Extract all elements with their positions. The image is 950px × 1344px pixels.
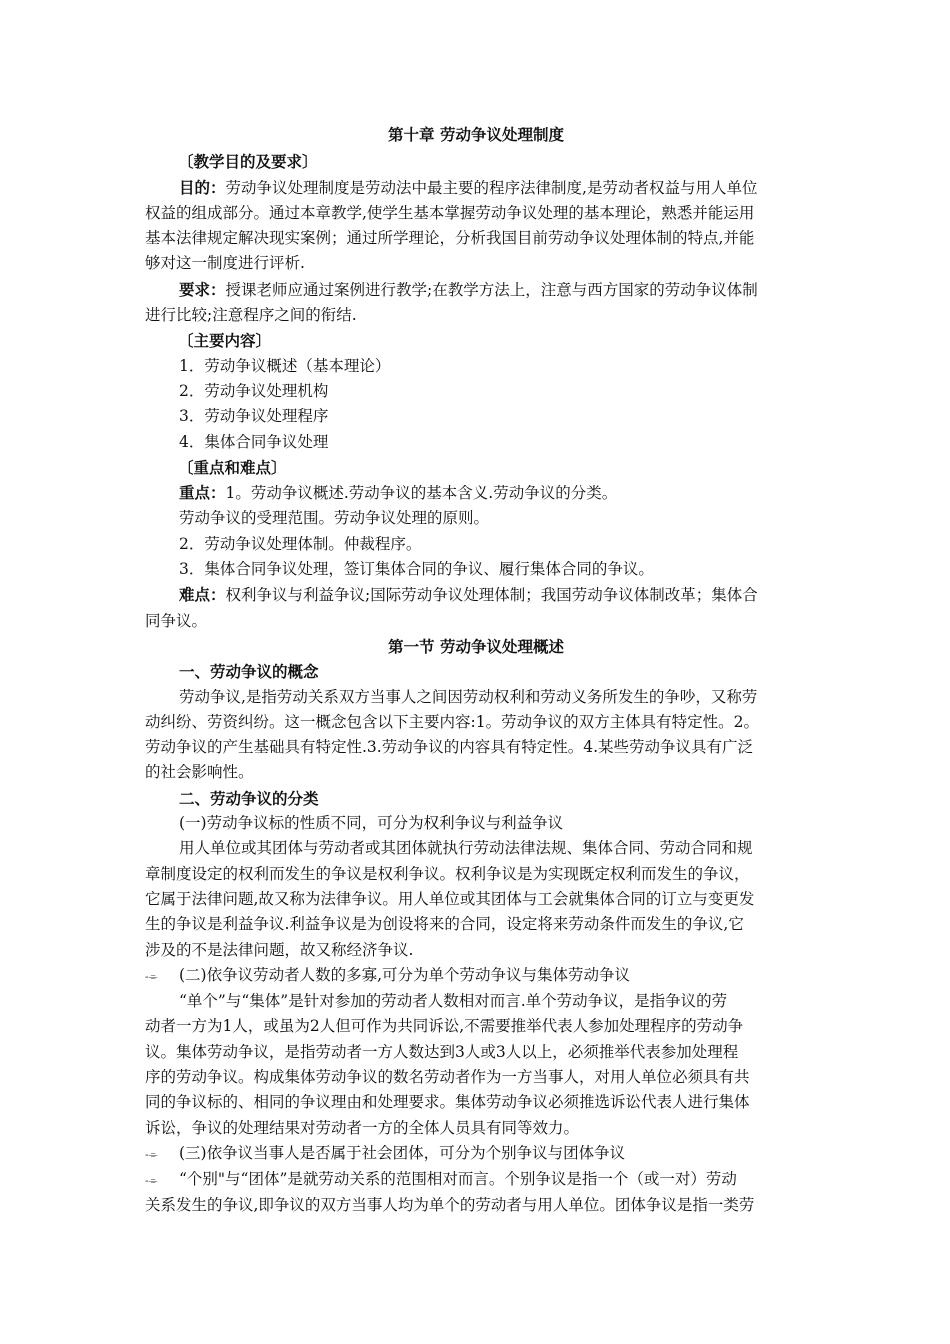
section-heading-key-points: 〔重点和难点〕 [178,457,287,477]
concept-paragraph-line: 劳动争议,是指劳动关系双方当事人之间因劳动权利和劳动义务所发生的争吵，又称劳 [179,687,758,706]
requirement-label: 要求： [179,279,226,299]
section-title: 第一节 劳动争议处理概述 [388,636,564,656]
key-point-line: 3．集体合同争议处理，签订集体合同的争议、履行集体合同的争议。 [179,560,654,579]
classification-paragraph-line: 动者一方为1人，或虽为2人但可作为共同诉讼,不需要推举代表人参加处理程序的劳动争 [145,1017,744,1036]
margin-mark: -⌯ [145,1147,158,1161]
subheading-text: (二)依争议劳动者人数的多寡,可分为单个劳动争议与集体劳动争议 [179,965,631,984]
difficulty-line [145,582,807,608]
goal-paragraph-line: 基本法律规定解决现实案例；通过所学理论，分析我国目前劳动争议处理体制的特点,并能 [145,229,755,248]
heading-concept: 一、劳动争议的概念 [179,662,319,682]
margin-mark: -⌯ [145,969,158,983]
key-point-line [145,480,807,506]
classification-paragraph-line: 它属于法律问题,故又称为法律争议。用人单位或其团体与工会就集体合同的订立与变更发 [145,889,755,908]
section-heading-content: 〔主要内容〕 [178,331,272,351]
concept-paragraph-line: 的社会影响性。 [145,763,254,782]
classification-paragraph-line: 用人单位或其团体与劳动者或其团体就执行劳动法律法规、集体合同、劳动合同和规 [179,839,753,858]
goal-paragraph-line [145,175,807,201]
content-list-item: 2．劳动争议处理机构 [179,381,329,400]
subheading-individual-collective [145,963,807,989]
content-list-item: 4．集体合同争议处理 [179,432,329,451]
content-list-item: 3．劳动争议处理程序 [179,407,329,426]
classification-paragraph-line: 序的劳动争议。构成集体劳动争议的数名劳动者作为一方当事人，对用人单位必须具有共 [145,1067,750,1086]
requirement-text: 授课老师应通过案例进行教学;在教学方法上，注意与西方国家的劳动争议体制 [225,280,758,299]
document-page [145,118,807,1219]
difficulty-label: 难点： [179,585,226,605]
chapter-title: 第十章 劳动争议处理制度 [388,125,564,144]
section-heading-goals: 〔教学目的及要求〕 [178,152,318,172]
content-list-item: 1．劳动争议概述（基本理论） [179,356,391,375]
subheading-rights-interest: (一)劳动争议标的性质不同，可分为权利争议与利益争议 [179,814,564,833]
key-text: 1。劳动争议概述.劳动争议的基本含义.劳动争议的分类。 [225,484,618,503]
requirement-paragraph-line: 进行比较;注意程序之间的衔结. [145,306,357,325]
goal-paragraph-line: 权益的组成部分。通过本章教学,使学生基本掌握劳动争议处理的基本理论，熟悉并能运用 [145,203,755,222]
goal-paragraph-line: 够对这一制度进行评析. [145,254,305,273]
concept-paragraph-line: 劳动争议的产生基础具有特定性.3.劳动争议的内容具有特定性。4.某些劳动争议具有广泛 [145,738,754,757]
classification-paragraph-line: 章制度设定的权利而发生的争议是权利争议。权利争议是为实现既定权利而发生的争议， [145,864,750,883]
classification-paragraph-line: 同的争议标的、相同的争议理由和处理要求。集体劳动争议必须推选诉讼代表人进行集体 [145,1093,750,1112]
margin-mark: -⌯ [145,1174,158,1188]
difficulty-text: 权利争议与利益争议;国际劳动争议处理体制；我国劳动争议体制改革；集体合 [225,586,758,605]
classification-paragraph-line [145,1167,807,1193]
key-point-line: 劳动争议的受理范围。劳动争议处理的原则。 [179,509,490,528]
heading-classification: 二、劳动争议的分类 [179,788,319,808]
subheading-individual-group [145,1141,807,1167]
key-label: 重点： [179,483,226,503]
classification-paragraph-line: 关系发生的争议,即争议的双方当事人均为单个的劳动者与用人单位。团体争议是指一类劳 [145,1196,755,1215]
key-point-line: 2．劳动争议处理体制。仲裁程序。 [179,534,422,553]
classification-paragraph-line: 议。集体劳动争议，是指劳动者一方人数达到3人或3人以上，必须推举代表参加处理程 [145,1042,739,1061]
paragraph-text: “个别"与“团体”是就劳动关系的范围相对而言。个别争议是指一个（或一对）劳动 [179,1170,737,1189]
goal-label: 目的： [179,177,226,197]
goal-text: 劳动争议处理制度是劳动法中最主要的程序法律制度,是劳动者权益与用人单位 [225,178,758,197]
subheading-text: (三)依争议当事人是否属于社会团体，可分为个别争议与团体争议 [179,1143,626,1162]
classification-paragraph-line: 涉及的不是法律问题，故又称经济争议. [145,940,414,959]
concept-paragraph-line: 动纠纷、劳资纠纷。这一概念包含以下主要内容:1。劳动争议的双方主体具有特定性。2。 [145,712,759,731]
difficulty-line: 同争议。 [145,611,208,630]
classification-paragraph-line: 诉讼，争议的处理结果对劳动者一方的全体人员具有同等效力。 [145,1118,580,1137]
classification-paragraph-line: 生的争议是利益争议.利益争议是为创设将来的合同，设定将来劳动条件而发生的争议,它 [145,915,744,934]
classification-paragraph-line: “单个”与“集体”是针对参加的劳动者人数相对而言.单个劳动争议，是指争议的劳 [179,992,728,1011]
requirement-paragraph-line [145,277,807,303]
